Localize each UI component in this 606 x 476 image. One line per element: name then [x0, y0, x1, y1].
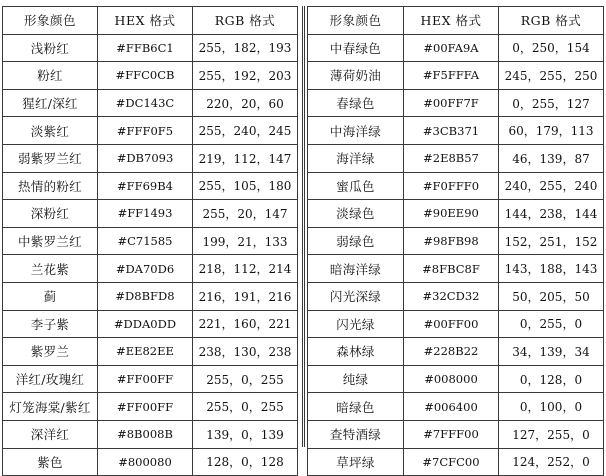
- rgb-value-cell: 152，251，152: [499, 227, 604, 255]
- rgb-value-cell: 238，130，238: [193, 338, 298, 366]
- table-row: [3, 448, 298, 476]
- color-name-cell: 猩红/深红: [3, 89, 98, 117]
- hex-code-cell: #DC143C: [98, 89, 193, 117]
- table-row: [3, 255, 298, 283]
- hex-code-cell: #7FFF00: [404, 420, 499, 448]
- table-row: [308, 310, 604, 338]
- rgb-value-cell: 0，255，0: [499, 310, 604, 338]
- hex-code-cell: #F0FFF0: [404, 172, 499, 200]
- table-row: [308, 393, 604, 421]
- hex-code-cell: #FF1493: [98, 200, 193, 228]
- table-row: [3, 62, 298, 90]
- hex-code-cell: #006400: [404, 393, 499, 421]
- hex-code-cell: #EE82EE: [98, 338, 193, 366]
- rgb-value-cell: 139，0，139: [193, 420, 298, 448]
- table-row: [308, 365, 604, 393]
- hex-code-cell: #800080: [98, 448, 193, 476]
- table-row: [308, 282, 604, 310]
- rgb-value-cell: 0，100，0: [499, 393, 604, 421]
- color-name-cell: 暗绿色: [308, 393, 404, 421]
- table-row: [3, 89, 298, 117]
- table-row: [3, 365, 298, 393]
- rgb-value-cell: 220，20，60: [193, 89, 298, 117]
- rgb-value-cell: 240，255，240: [499, 172, 604, 200]
- hex-code-cell: #F5FFFA: [404, 62, 499, 90]
- hex-code-cell: #FFF0F5: [98, 117, 193, 145]
- double-rule-outer: [302, 6, 303, 447]
- rgb-value-cell: 0，128，0: [499, 365, 604, 393]
- color-name-cell: 查特酒绿: [308, 420, 404, 448]
- table-row: [308, 62, 604, 90]
- hex-code-cell: #3CB371: [404, 117, 499, 145]
- rgb-value-cell: 255，240，245: [193, 117, 298, 145]
- table-row: [308, 420, 604, 448]
- color-name-cell: 中海洋绿: [308, 117, 404, 145]
- color-name-cell: 粉红: [3, 62, 98, 90]
- color-name-cell: 闪光深绿: [308, 282, 404, 310]
- hex-code-cell: #00FA9A: [404, 34, 499, 62]
- rgb-value-cell: 60，179，113: [499, 117, 604, 145]
- hex-code-cell: #008000: [404, 365, 499, 393]
- rgb-value-cell: 0，255，127: [499, 89, 604, 117]
- table-row: [308, 200, 604, 228]
- table-row: [3, 420, 298, 448]
- hex-code-cell: #228B22: [404, 338, 499, 366]
- table-row: [3, 227, 298, 255]
- color-name-cell: 森林绿: [308, 338, 404, 366]
- header-hex: HEX 格式: [98, 7, 193, 35]
- table-row: [308, 255, 604, 283]
- color-name-cell: 中紫罗兰红: [3, 227, 98, 255]
- table-row: [308, 144, 604, 172]
- color-name-cell: 李子紫: [3, 310, 98, 338]
- color-name-cell: 蜜瓜色: [308, 172, 404, 200]
- header-row: [308, 7, 604, 35]
- color-table-left: [2, 6, 298, 476]
- table-row: [3, 172, 298, 200]
- color-name-cell: 紫罗兰: [3, 338, 98, 366]
- rgb-value-cell: 46，139，87: [499, 144, 604, 172]
- rgb-value-cell: 34，139，34: [499, 338, 604, 366]
- rgb-value-cell: 221，160，221: [193, 310, 298, 338]
- rgb-value-cell: 144，238，144: [499, 200, 604, 228]
- hex-code-cell: #C71585: [98, 227, 193, 255]
- hex-code-cell: #D8BFD8: [98, 282, 193, 310]
- hex-code-cell: #DA70D6: [98, 255, 193, 283]
- hex-code-cell: #7CFC00: [404, 448, 499, 476]
- color-name-cell: 中春绿色: [308, 34, 404, 62]
- rgb-value-cell: 216，191，216: [193, 282, 298, 310]
- rgb-value-cell: 255，0，255: [193, 365, 298, 393]
- color-name-cell: 深粉红: [3, 200, 98, 228]
- rgb-value-cell: 218，112，214: [193, 255, 298, 283]
- color-name-cell: 薄荷奶油: [308, 62, 404, 90]
- color-name-cell: 热情的粉红: [3, 172, 98, 200]
- color-table-right: [307, 6, 604, 476]
- header-rgb: RGB 格式: [499, 7, 604, 35]
- color-name-cell: 海洋绿: [308, 144, 404, 172]
- rgb-value-cell: 255，20，147: [193, 200, 298, 228]
- table-row: [308, 34, 604, 62]
- color-name-cell: 弱紫罗兰红: [3, 144, 98, 172]
- hex-code-cell: #00FF7F: [404, 89, 499, 117]
- table-row: [308, 89, 604, 117]
- header-name: 形象颜色: [3, 7, 98, 35]
- table-row: [308, 338, 604, 366]
- rgb-value-cell: 199，21，133: [193, 227, 298, 255]
- rgb-value-cell: 255，105，180: [193, 172, 298, 200]
- header-rgb: RGB 格式: [193, 7, 298, 35]
- color-name-cell: 灯笼海棠/紫红: [3, 393, 98, 421]
- table-row: [3, 144, 298, 172]
- color-name-cell: 暗海洋绿: [308, 255, 404, 283]
- double-rule-inner: [304, 6, 305, 447]
- table-row: [3, 117, 298, 145]
- color-name-cell: 淡绿色: [308, 200, 404, 228]
- rgb-value-cell: 128，0，128: [193, 448, 298, 476]
- rgb-value-cell: 255，0，255: [193, 393, 298, 421]
- hex-code-cell: #00FF00: [404, 310, 499, 338]
- color-name-cell: 纯绿: [308, 365, 404, 393]
- rgb-value-cell: 127，255，0: [499, 420, 604, 448]
- table-row: [308, 448, 604, 476]
- rgb-value-cell: 50，205，50: [499, 282, 604, 310]
- color-rows-right: [308, 34, 604, 476]
- rgb-value-cell: 219，112，147: [193, 144, 298, 172]
- hex-code-cell: #8FBC8F: [404, 255, 499, 283]
- hex-code-cell: #32CD32: [404, 282, 499, 310]
- table-row: [3, 338, 298, 366]
- table-row: [308, 227, 604, 255]
- table-row: [3, 310, 298, 338]
- hex-code-cell: #FFB6C1: [98, 34, 193, 62]
- color-name-cell: 春绿色: [308, 89, 404, 117]
- hex-code-cell: #90EE90: [404, 200, 499, 228]
- hex-code-cell: #8B008B: [98, 420, 193, 448]
- color-rows-left: [3, 34, 298, 476]
- color-name-cell: 洋红/玫瑰红: [3, 365, 98, 393]
- table-row: [3, 282, 298, 310]
- color-name-cell: 闪光绿: [308, 310, 404, 338]
- color-name-cell: 草坪绿: [308, 448, 404, 476]
- table-row: [308, 172, 604, 200]
- header-row: [3, 7, 298, 35]
- table-row: [308, 117, 604, 145]
- color-name-cell: 蓟: [3, 282, 98, 310]
- hex-code-cell: #DB7093: [98, 144, 193, 172]
- hex-code-cell: #FF00FF: [98, 365, 193, 393]
- table-row: [3, 200, 298, 228]
- rgb-value-cell: 255，192，203: [193, 62, 298, 90]
- color-name-cell: 紫色: [3, 448, 98, 476]
- color-name-cell: 淡紫红: [3, 117, 98, 145]
- rgb-value-cell: 245，255，250: [499, 62, 604, 90]
- color-name-cell: 弱绿色: [308, 227, 404, 255]
- rgb-value-cell: 255，182，193: [193, 34, 298, 62]
- hex-code-cell: #FF69B4: [98, 172, 193, 200]
- color-name-cell: 浅粉红: [3, 34, 98, 62]
- color-name-cell: 深洋红: [3, 420, 98, 448]
- table-row: [3, 34, 298, 62]
- hex-code-cell: #FF00FF: [98, 393, 193, 421]
- color-name-cell: 兰花紫: [3, 255, 98, 283]
- hex-code-cell: #DDA0DD: [98, 310, 193, 338]
- rgb-value-cell: 124，252，0: [499, 448, 604, 476]
- header-name: 形象颜色: [308, 7, 404, 35]
- hex-code-cell: #2E8B57: [404, 144, 499, 172]
- rgb-value-cell: 0，250，154: [499, 34, 604, 62]
- hex-code-cell: #98FB98: [404, 227, 499, 255]
- rgb-value-cell: 143，188，143: [499, 255, 604, 283]
- table-row: [3, 393, 298, 421]
- hex-code-cell: #FFC0CB: [98, 62, 193, 90]
- header-hex: HEX 格式: [404, 7, 499, 35]
